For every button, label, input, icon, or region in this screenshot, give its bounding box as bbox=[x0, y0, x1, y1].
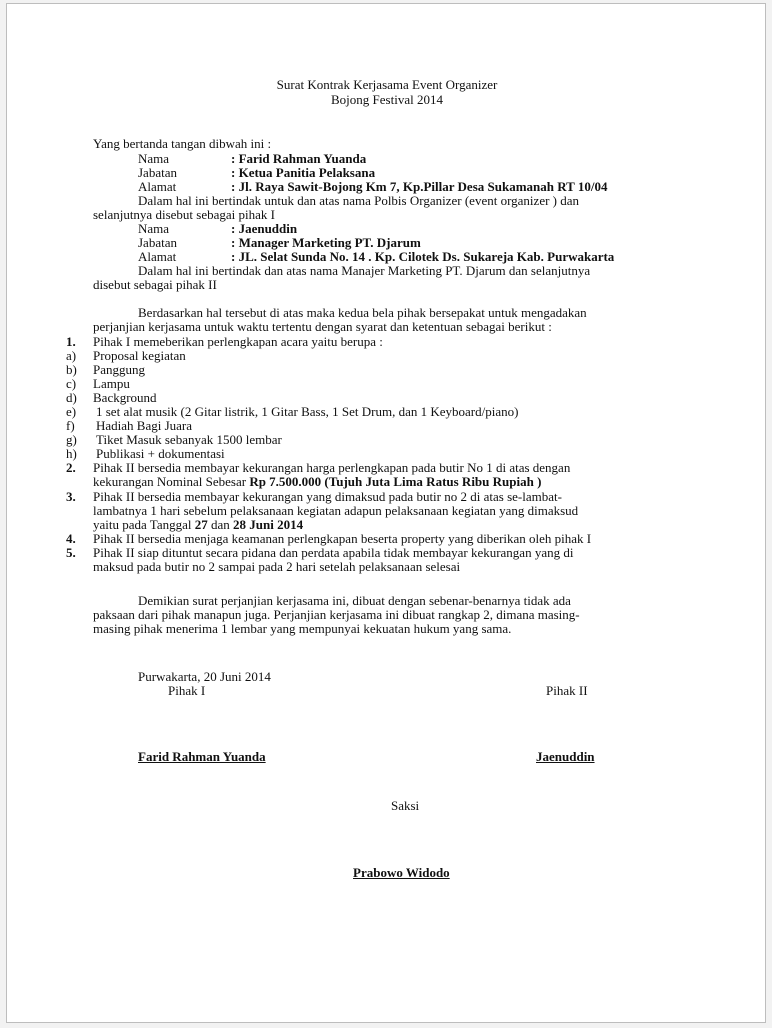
clause3-number: 3. bbox=[66, 489, 76, 504]
clause4-text: Pihak II bersedia menjaga keamanan perlengkapan beserta property yang diberikan oleh pihak I bbox=[93, 531, 592, 546]
clause1-text: Pihak I memeberikan perlengkapan acara yaitu berupa : bbox=[93, 334, 383, 349]
closing-line3: masing pihak menerima 1 lembar yang mempunyai kekuatan hukum yang sama. bbox=[93, 621, 512, 636]
party1-name-value: : Farid Rahman Yuanda bbox=[231, 151, 367, 166]
party2-signature-label: Pihak II bbox=[546, 683, 588, 698]
list-item: 1 set alat musik (2 Gitar listrik, 1 Gitar Bass, 1 Set Drum, dan 1 Keyboard/piano) bbox=[96, 404, 519, 419]
document-page bbox=[6, 3, 766, 1023]
party2-statement-line1: Dalam hal ini bertindak dan atas nama Manajer Marketing PT. Djarum dan selanjutnya bbox=[138, 263, 591, 278]
party1-position-label: Jabatan bbox=[138, 165, 177, 180]
clause4-number: 4. bbox=[66, 531, 76, 546]
party2-position-label: Jabatan bbox=[138, 235, 177, 250]
clause3-line2: lambatnya 1 hari sebelum pelaksanaan kegiatan adapun pelaksanaan kegiatan yang dimaksud bbox=[93, 503, 579, 518]
item-letter: h) bbox=[66, 446, 77, 461]
agreement-line2: perjanjian kerjasama untuk waktu tertentu dengan syarat dan ketentuan sebagai berikut : bbox=[93, 319, 552, 334]
party2-statement-line2: disebut sebagai pihak II bbox=[93, 277, 217, 292]
list-item: Proposal kegiatan bbox=[93, 348, 186, 363]
party1-address-value: : Jl. Raya Sawit-Bojong Km 7, Kp.Pillar Desa Sukamanah RT 10/04 bbox=[231, 179, 608, 194]
closing-line2: paksaan dari pihak manapun juga. Perjanjian kerjasama ini dibuat rangkap 2, dimana masing- bbox=[93, 607, 580, 622]
list-item: Publikasi + dokumentasi bbox=[96, 446, 225, 461]
item-letter: b) bbox=[66, 362, 77, 377]
clause5-line1: Pihak II siap dituntut secara pidana dan perdata apabila tidak membayar kekurangan yang di bbox=[93, 545, 574, 560]
agreement-line1: Berdasarkan hal tersebut di atas maka kedua bela pihak bersepakat untuk mengadakan bbox=[138, 305, 587, 320]
party1-position-value: : Ketua Panitia Pelaksana bbox=[231, 165, 376, 180]
list-item: Background bbox=[93, 390, 157, 405]
party2-signatory-name: Jaenuddin bbox=[536, 749, 595, 764]
party2-name-label: Nama bbox=[138, 221, 170, 236]
clause5-number: 5. bbox=[66, 545, 76, 560]
item-letter: f) bbox=[66, 418, 75, 433]
clause1-number: 1. bbox=[66, 334, 76, 349]
list-item: Hadiah Bagi Juara bbox=[96, 418, 193, 433]
witness-label: Saksi bbox=[391, 798, 420, 813]
item-letter: c) bbox=[66, 376, 77, 391]
document-subtitle: Bojong Festival 2014 bbox=[331, 92, 443, 107]
party1-name-label: Nama bbox=[138, 151, 170, 166]
party2-address-label: Alamat bbox=[138, 249, 177, 264]
item-letter: e) bbox=[66, 404, 77, 419]
party1-signature-label: Pihak I bbox=[168, 683, 206, 698]
party1-statement-line2: selanjutnya disebut sebagai pihak I bbox=[93, 207, 275, 222]
intro-text: Yang bertanda tangan dibwah ini : bbox=[93, 136, 272, 151]
party2-position-value: : Manager Marketing PT. Djarum bbox=[231, 235, 421, 250]
list-item: Lampu bbox=[93, 376, 130, 391]
party1-address-label: Alamat bbox=[138, 179, 177, 194]
party1-signatory-name: Farid Rahman Yuanda bbox=[138, 749, 266, 764]
item-letter: g) bbox=[66, 432, 77, 447]
closing-line1: Demikian surat perjanjian kerjasama ini, dibuat dengan sebenar-benarnya tidak ada bbox=[138, 593, 571, 608]
clause3-line3: yaitu pada Tanggal 27 dan 28 Juni 2014 bbox=[93, 517, 304, 532]
contract-letter bbox=[7, 4, 767, 1024]
witness-name: Prabowo Widodo bbox=[353, 865, 450, 880]
clause2-line2: kekurangan Nominal Sebesar Rp 7.500.000 (Tujuh Juta Lima Ratus Ribu Rupiah ) bbox=[93, 474, 542, 489]
clause2-line1: Pihak II bersedia membayar kekurangan harga perlengkapan pada butir No 1 di atas dengan bbox=[93, 460, 571, 475]
party1-statement-line1: Dalam hal ini bertindak untuk dan atas nama Polbis Organizer (event organizer ) dan bbox=[138, 193, 580, 208]
document-title: Surat Kontrak Kerjasama Event Organizer bbox=[276, 77, 498, 92]
item-letter: d) bbox=[66, 390, 77, 405]
party2-address-value: : JL. Selat Sunda No. 14 . Kp. Cilotek Ds. Sukareja Kab. Purwakarta bbox=[231, 249, 615, 264]
clause5-line2: maksud pada butir no 2 sampai pada 2 hari setelah pelaksanaan selesai bbox=[93, 559, 461, 574]
party2-name-value: : Jaenuddin bbox=[231, 221, 298, 236]
place-date: Purwakarta, 20 Juni 2014 bbox=[138, 669, 271, 684]
clause3-line1: Pihak II bersedia membayar kekurangan yang dimaksud pada butir no 2 di atas se-lambat- bbox=[93, 489, 562, 504]
list-item: Panggung bbox=[93, 362, 145, 377]
item-letter: a) bbox=[66, 348, 77, 363]
clause2-number: 2. bbox=[66, 460, 76, 475]
list-item: Tiket Masuk sebanyak 1500 lembar bbox=[96, 432, 282, 447]
